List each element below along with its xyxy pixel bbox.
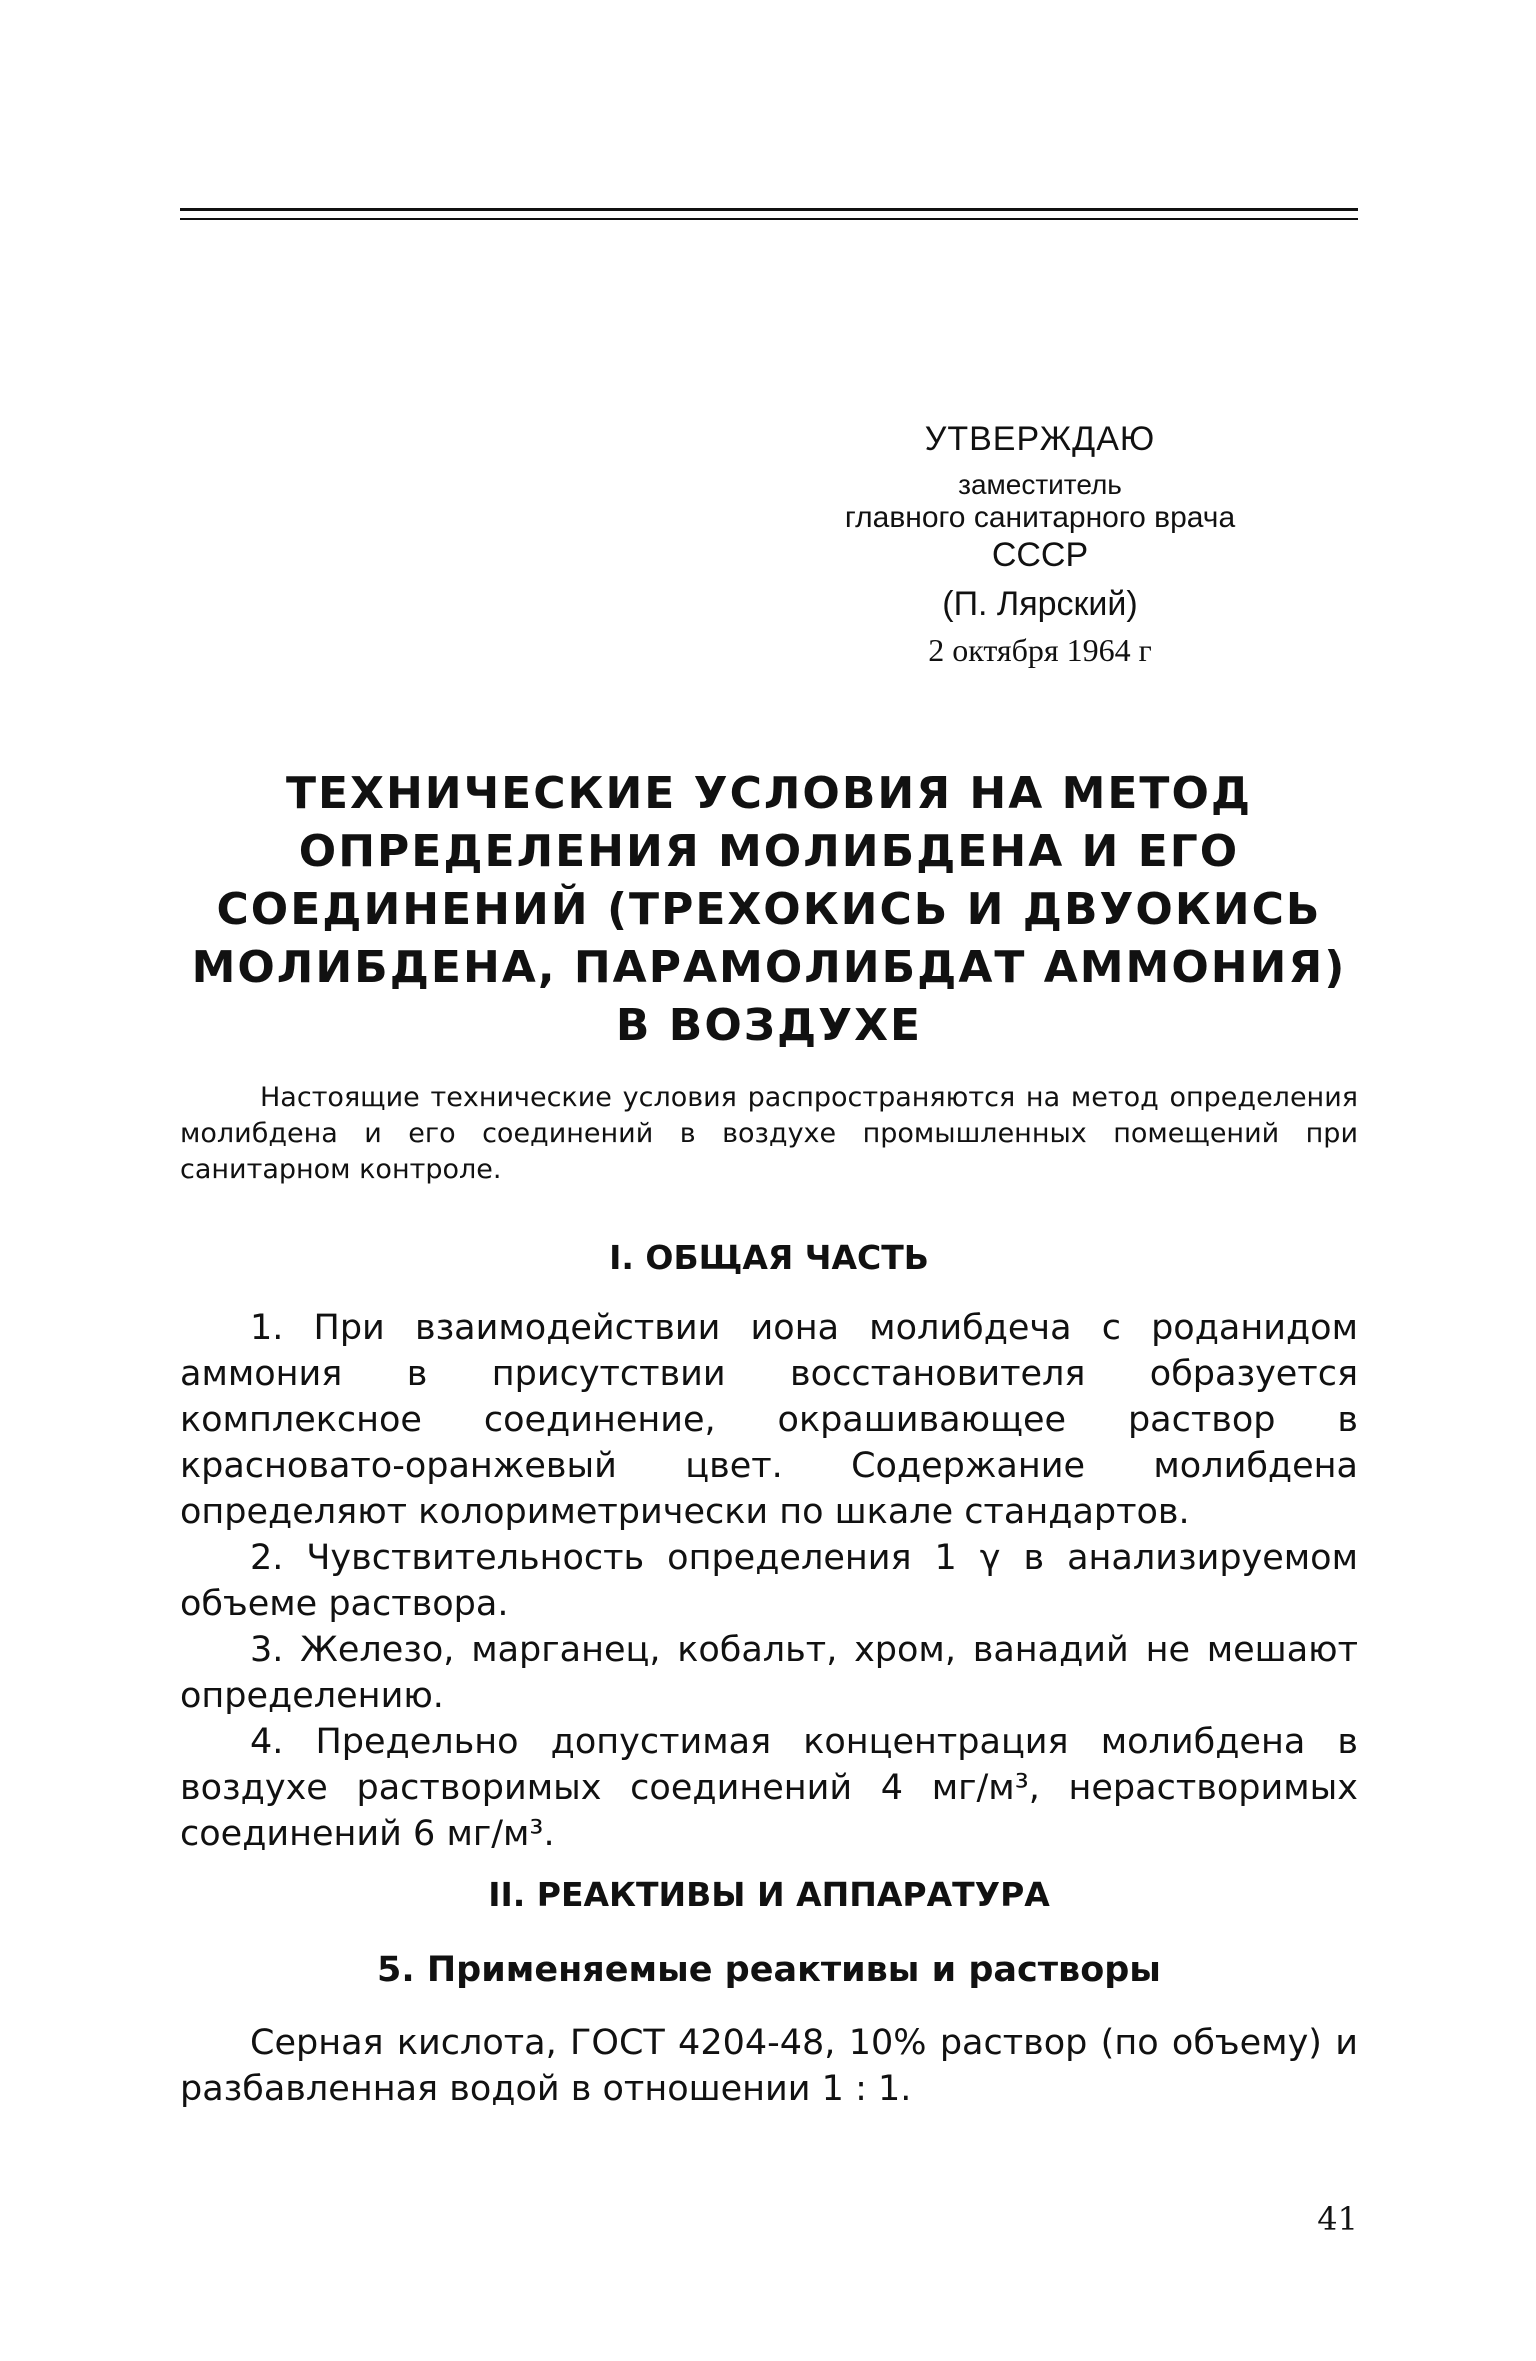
paragraph-4: 4. Предельно допустимая концентрация молибдена в воздухе растворимых соединений 4 мг/м³, нерастворимых соединений 6 мг/м³.: [180, 1722, 1358, 1854]
approval-position-line1: заместитель: [958, 469, 1122, 501]
intro-paragraph: Настоящие технические условия распространяются на метод определения молибдена и его соединений в воздухе промышленных помещений при санитарном контроле.: [180, 1082, 1358, 1185]
paragraph-1: 1. При взаимодействии иона молибдеча с роданидом аммония в присутствии восстановителя образуется комплексное соединение, окрашивающее раствор в красновато-оранжевый цвет. Содержание молибдена определяют колориметрически по шкале стандартов.: [180, 1308, 1358, 1532]
section-1-body: [180, 1305, 1358, 1857]
approval-signatory: (П. Лярский): [942, 584, 1138, 623]
paragraph-3: 3. Железо, марганец, кобальт, хром, ванадий не мешают определению.: [180, 1630, 1358, 1716]
section-2-heading: II. РЕАКТИВЫ И АППАРАТУРА: [488, 1875, 1050, 1914]
paragraph-2: 2. Чувствительность определения 1 γ в анализируемом объеме раствора.: [180, 1538, 1358, 1624]
section-1-heading: I. ОБЩАЯ ЧАСТЬ: [609, 1238, 929, 1277]
approval-heading: УТВЕРЖДАЮ: [924, 420, 1156, 458]
page-number: 41: [1317, 2200, 1358, 2238]
section-2-body: [180, 2020, 1358, 2112]
document-title: ТЕХНИЧЕСКИЕ УСЛОВИЯ НА МЕТОД ОПРЕДЕЛЕНИЯ МОЛИБДЕНА И ЕГО СОЕДИНЕНИЙ (ТРЕХОКИСЬ И ДВУОКИСЬ МОЛИБДЕНА, ПАРАМОЛИБДАТ АММОНИЯ) В ВОЗДУХЕ: [191, 768, 1347, 1051]
top-rule-second: [180, 218, 1358, 220]
section-2-subheading: 5. Применяемые реактивы и растворы: [377, 1950, 1161, 1990]
approval-date: 2 октября 1964 г: [928, 631, 1152, 668]
approval-position-line2: главного санитарного врача: [844, 501, 1236, 535]
paragraph-5: Серная кислота, ГОСТ 4204-48, 10% раствор (по объему) и разбавленная водой в отношении 1 : 1.: [180, 2023, 1358, 2109]
top-rule: [180, 208, 1358, 211]
approval-block: [780, 420, 1300, 669]
approval-country: СССР: [991, 535, 1089, 574]
